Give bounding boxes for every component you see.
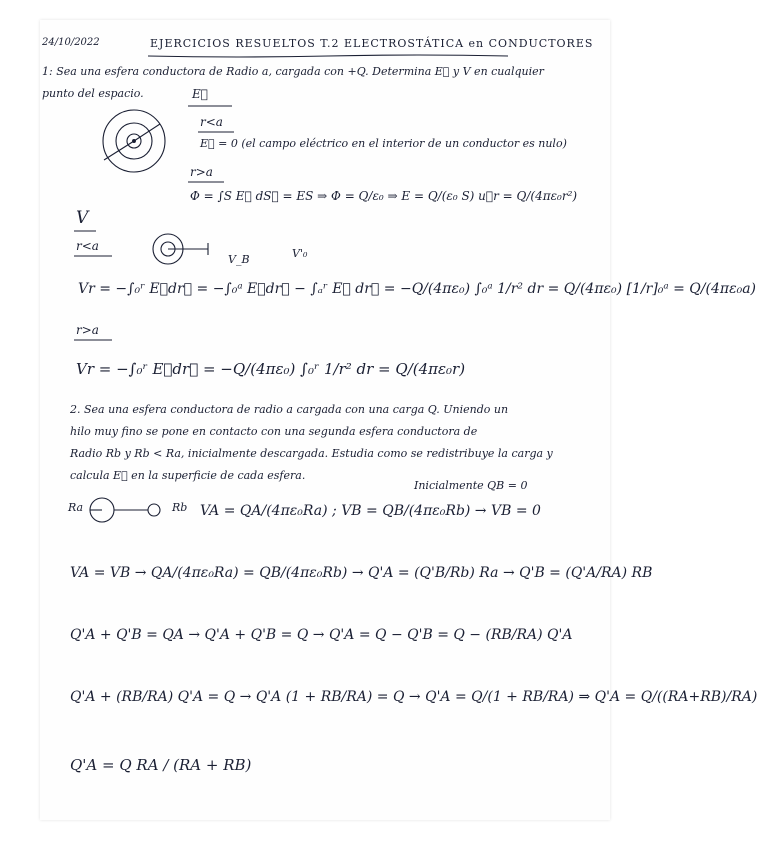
case-underline <box>188 180 224 184</box>
v-header: V <box>76 208 89 228</box>
problem2-statement-line3: Radio Rb y Rb < Ra, inicialmente descargada. Estudia como se redistribuye la carga y <box>70 447 553 460</box>
problem2-statement-line1: 2. Sea una esfera conductora de radio a cargada con una carga Q. Uniendo un <box>70 403 509 416</box>
v-case-r-greater-a: r>a <box>76 323 99 337</box>
problem2-statement-line2: hilo muy fino se pone en contacto con una segunda esfera conductora de <box>70 425 478 438</box>
e-field-header: E⃗ <box>192 87 208 101</box>
initial-condition: Inicialmente QB = 0 <box>414 479 528 492</box>
sphere-b-label: Rb <box>172 501 188 514</box>
potentials-equation: VA = QA/(4πε₀Ra) ; VB = QB/(4πε₀Rb) → VB = 0 <box>200 503 541 519</box>
problem1-statement-line2: punto del espacio. <box>42 87 144 100</box>
page-title: EJERCICIOS RESUELTOS T.2 ELECTROSTÁTICA en CONDUCTORES <box>150 37 594 50</box>
notebook-page <box>40 20 757 820</box>
e-inside-text: E⃗ = 0 (el campo eléctrico en el interior de un conductor es nulo) <box>200 137 567 150</box>
case-underline <box>74 338 112 342</box>
e-header-underline <box>188 104 232 108</box>
conducting-sphere-sketch <box>98 106 178 176</box>
charge-conservation-equation: Q'A + Q'B = QA → Q'A + Q'B = Q → Q'A = Q − Q'B = Q − (RB/RA) Q'A <box>70 627 573 643</box>
two-spheres-sketch <box>88 494 168 526</box>
case-r-less-a: r<a <box>200 115 223 129</box>
v-label-b: V_B <box>228 253 250 266</box>
title-underline <box>148 53 508 59</box>
date-text: 24/10/2022 <box>42 37 100 48</box>
v-case-r-less-a: r<a <box>76 239 99 253</box>
gauss-law-equation: Φ = ∫S E⃗ dS⃗ = ES ⇒ Φ = Q/ε₀ ⇒ E = Q/(ε₀ S) u⃗r = Q/(4πε₀r²) <box>190 189 578 203</box>
result-charge-equation: Q'A = Q RA / (RA + RB) <box>70 756 252 774</box>
problem1-statement-line1: 1: Sea una esfera conductora de Radio a, cargada con +Q. Determina E⃗ y V en cualquier <box>42 65 544 78</box>
case-r-greater-a: r>a <box>190 165 213 179</box>
v-header-underline <box>74 229 96 233</box>
sphere-a-label: Ra <box>68 501 84 514</box>
case-underline <box>74 254 112 258</box>
case-underline <box>198 130 234 134</box>
v-label-prime: V'₀ <box>292 247 308 260</box>
potential-outside-equation: Vr = −∫₀ʳ E⃗dr⃗ = −Q/(4πε₀) ∫₀ʳ 1/r² dr = Q/(4πε₀r) <box>76 360 466 378</box>
potential-inside-equation: Vr = −∫₀ʳ E⃗dr⃗ = −∫₀ᵃ E⃗dr⃗ − ∫ₐʳ E⃗ dr⃗ = −Q/(4πε₀) ∫₀ᵃ 1/r² dr = Q/(4πε₀) [1/r]₀ᵃ = Q/(4πε₀a) <box>78 281 757 297</box>
equal-potential-equation: VA = VB → QA/(4πε₀Ra) = QB/(4πε₀Rb) → Q'A = (Q'B/Rb) Ra → Q'B = (Q'A/RA) RB <box>70 565 653 581</box>
small-sphere-sketch <box>146 232 212 266</box>
solve-charge-equation: Q'A + (RB/RA) Q'A = Q → Q'A (1 + RB/RA) = Q → Q'A = Q/(1 + RB/RA) ⇒ Q'A = Q/((RA+RB)/RA) <box>70 689 757 705</box>
problem2-statement-line4: calcula E⃗ en la superficie de cada esfera. <box>70 469 306 482</box>
